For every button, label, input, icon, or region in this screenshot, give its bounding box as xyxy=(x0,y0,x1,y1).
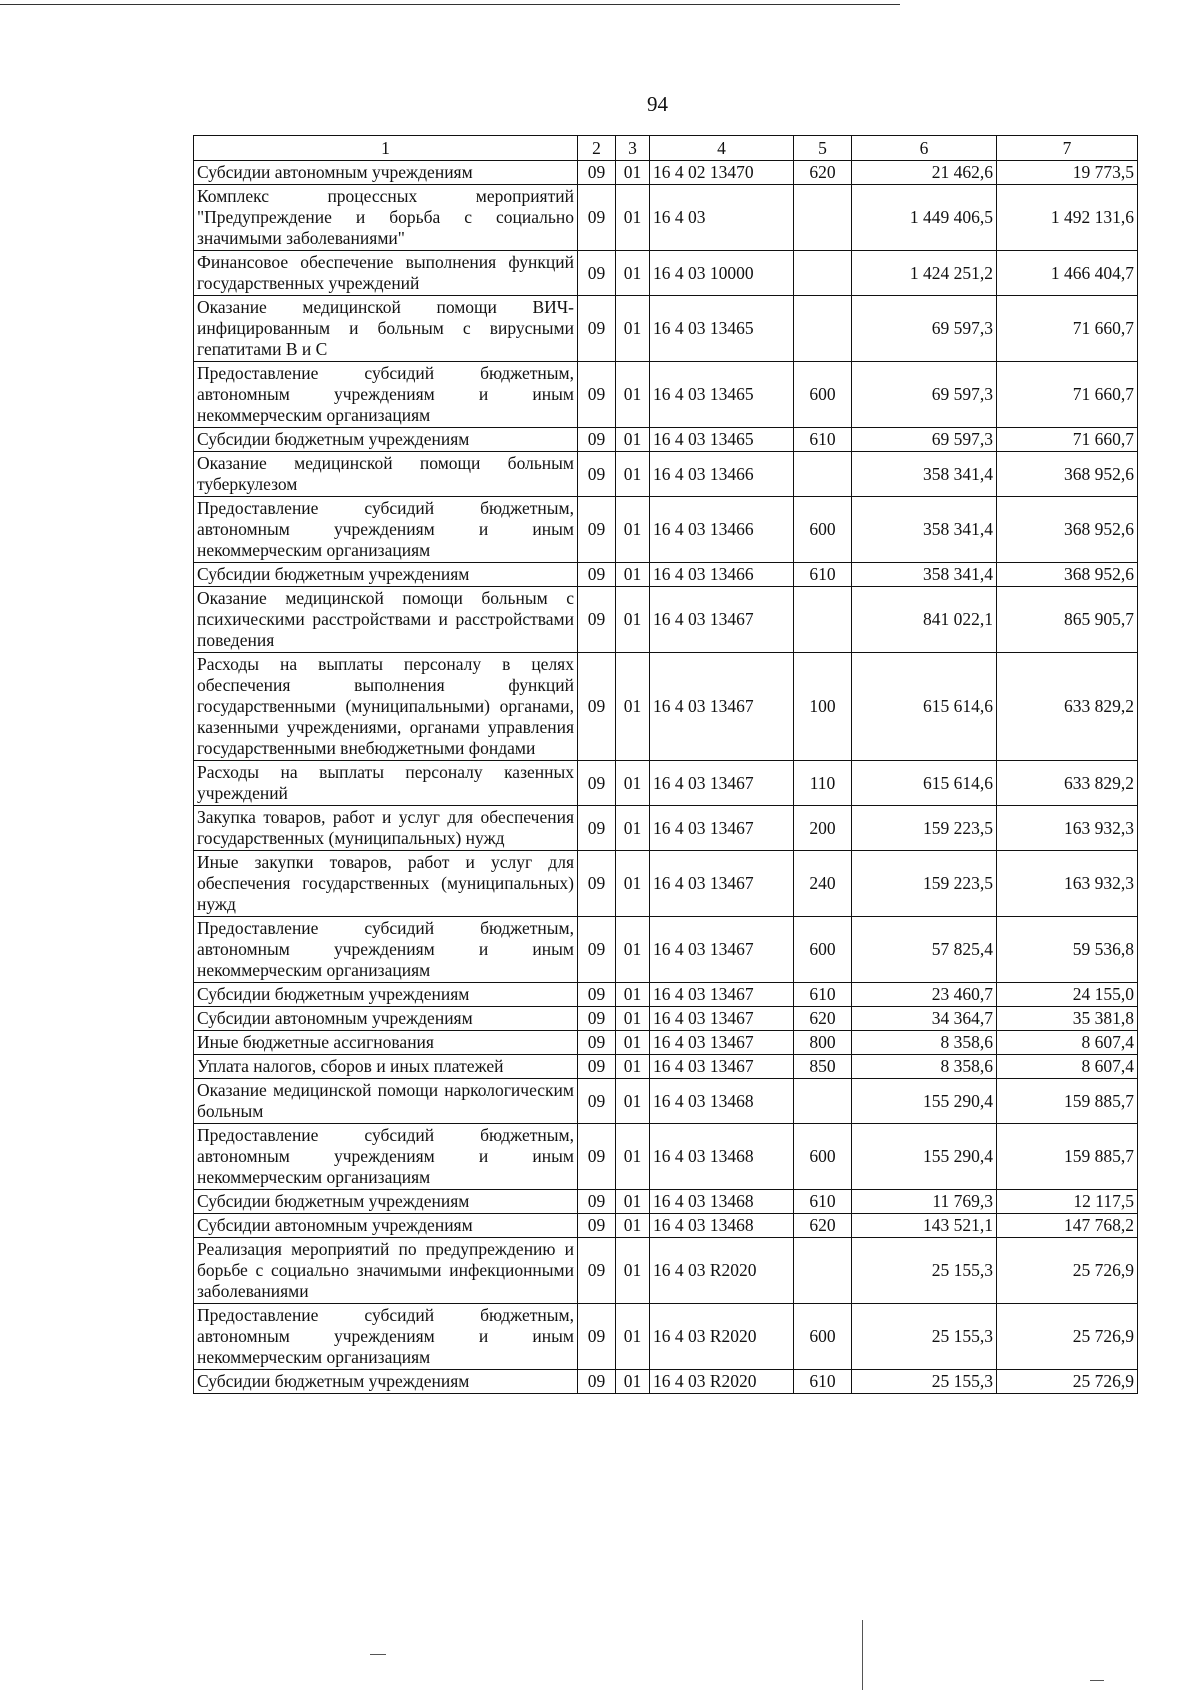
section-code: 09 xyxy=(578,161,616,185)
amount-col6: 1 424 251,2 xyxy=(852,251,997,296)
section-code: 09 xyxy=(578,296,616,362)
section-code: 09 xyxy=(578,452,616,497)
table-row xyxy=(194,1055,1138,1079)
section-code: 09 xyxy=(578,761,616,806)
target-article-code: 16 4 03 13465 xyxy=(650,296,794,362)
amount-col7: 35 381,8 xyxy=(997,1007,1138,1031)
expense-type-code xyxy=(794,296,852,362)
amount-col7: 159 885,7 xyxy=(997,1079,1138,1124)
subsection-code: 01 xyxy=(616,653,650,761)
row-name: Субсидии автономным учреждениям xyxy=(194,161,578,185)
amount-col6: 358 341,4 xyxy=(852,497,997,563)
amount-col7: 71 660,7 xyxy=(997,428,1138,452)
amount-col6: 841 022,1 xyxy=(852,587,997,653)
expense-type-code: 100 xyxy=(794,653,852,761)
target-article-code: 16 4 03 13467 xyxy=(650,587,794,653)
row-name: Иные бюджетные ассигнования xyxy=(194,1031,578,1055)
row-name: Расходы на выплаты персоналу в целях обеспечения выполнения функций государственными (муниципальными) органами, казенными учреждениями, органами управления государственными внебюджетными фондами xyxy=(194,653,578,761)
target-article-code: 16 4 03 13468 xyxy=(650,1079,794,1124)
expense-type-code xyxy=(794,251,852,296)
table-row xyxy=(194,761,1138,806)
amount-col6: 1 449 406,5 xyxy=(852,185,997,251)
target-article-code: 16 4 03 13468 xyxy=(650,1190,794,1214)
page-number: 94 xyxy=(647,92,668,116)
expense-type-code: 200 xyxy=(794,806,852,851)
amount-col6: 8 358,6 xyxy=(852,1031,997,1055)
subsection-code: 01 xyxy=(616,851,650,917)
amount-col7: 19 773,5 xyxy=(997,161,1138,185)
row-name: Предоставление субсидий бюджетным, автономным учреждениям и иным некоммерческим организациям xyxy=(194,1304,578,1370)
table-row xyxy=(194,1190,1138,1214)
section-code: 09 xyxy=(578,983,616,1007)
subsection-code: 01 xyxy=(616,1031,650,1055)
expense-type-code: 600 xyxy=(794,362,852,428)
target-article-code: 16 4 03 13468 xyxy=(650,1214,794,1238)
subsection-code: 01 xyxy=(616,1124,650,1190)
table-row xyxy=(194,983,1138,1007)
table-row xyxy=(194,362,1138,428)
table-row xyxy=(194,1214,1138,1238)
row-name: Уплата налогов, сборов и иных платежей xyxy=(194,1055,578,1079)
expense-type-code xyxy=(794,452,852,497)
amount-col6: 155 290,4 xyxy=(852,1079,997,1124)
target-article-code: 16 4 03 13468 xyxy=(650,1124,794,1190)
section-code: 09 xyxy=(578,1370,616,1394)
expense-type-code: 600 xyxy=(794,917,852,983)
row-name: Субсидии бюджетным учреждениям xyxy=(194,1370,578,1394)
section-code: 09 xyxy=(578,251,616,296)
expense-type-code: 600 xyxy=(794,497,852,563)
subsection-code: 01 xyxy=(616,497,650,563)
target-article-code: 16 4 03 13467 xyxy=(650,983,794,1007)
scan-mark xyxy=(862,1620,863,1690)
amount-col6: 615 614,6 xyxy=(852,653,997,761)
table-row xyxy=(194,1079,1138,1124)
row-name: Субсидии бюджетным учреждениям xyxy=(194,1190,578,1214)
target-article-code: 16 4 03 13467 xyxy=(650,653,794,761)
table-row xyxy=(194,653,1138,761)
section-code: 09 xyxy=(578,653,616,761)
row-name: Оказание медицинской помощи наркологическим больным xyxy=(194,1079,578,1124)
section-code: 09 xyxy=(578,1055,616,1079)
target-article-code: 16 4 03 13467 xyxy=(650,851,794,917)
subsection-code: 01 xyxy=(616,1055,650,1079)
amount-col6: 155 290,4 xyxy=(852,1124,997,1190)
table-row xyxy=(194,587,1138,653)
amount-col7: 368 952,6 xyxy=(997,497,1138,563)
amount-col6: 159 223,5 xyxy=(852,851,997,917)
section-code: 09 xyxy=(578,1304,616,1370)
section-code: 09 xyxy=(578,1214,616,1238)
row-name: Субсидии бюджетным учреждениям xyxy=(194,983,578,1007)
subsection-code: 01 xyxy=(616,452,650,497)
expense-type-code: 850 xyxy=(794,1055,852,1079)
amount-col7: 1 466 404,7 xyxy=(997,251,1138,296)
section-code: 09 xyxy=(578,1079,616,1124)
target-article-code: 16 4 03 13467 xyxy=(650,761,794,806)
amount-col7: 633 829,2 xyxy=(997,653,1138,761)
subsection-code: 01 xyxy=(616,1079,650,1124)
table-row xyxy=(194,1304,1138,1370)
section-code: 09 xyxy=(578,497,616,563)
amount-col7: 865 905,7 xyxy=(997,587,1138,653)
subsection-code: 01 xyxy=(616,1007,650,1031)
amount-col6: 69 597,3 xyxy=(852,362,997,428)
section-code: 09 xyxy=(578,428,616,452)
amount-col7: 25 726,9 xyxy=(997,1304,1138,1370)
amount-col7: 12 117,5 xyxy=(997,1190,1138,1214)
table-row xyxy=(194,497,1138,563)
table-row xyxy=(194,1007,1138,1031)
table-row xyxy=(194,1370,1138,1394)
target-article-code: 16 4 03 13467 xyxy=(650,1031,794,1055)
expense-type-code: 800 xyxy=(794,1031,852,1055)
amount-col7: 8 607,4 xyxy=(997,1031,1138,1055)
row-name: Предоставление субсидий бюджетным, автономным учреждениям и иным некоммерческим организациям xyxy=(194,917,578,983)
expense-type-code: 620 xyxy=(794,1007,852,1031)
expense-type-code xyxy=(794,1238,852,1304)
expense-type-code: 600 xyxy=(794,1124,852,1190)
target-article-code: 16 4 03 13467 xyxy=(650,806,794,851)
expense-type-code: 610 xyxy=(794,983,852,1007)
amount-col6: 23 460,7 xyxy=(852,983,997,1007)
section-code: 09 xyxy=(578,587,616,653)
column-header: 1 xyxy=(194,136,578,161)
amount-col6: 69 597,3 xyxy=(852,428,997,452)
row-name: Комплекс процессных мероприятий "Предупреждение и борьба с социально значимыми заболеваниями" xyxy=(194,185,578,251)
amount-col7: 1 492 131,6 xyxy=(997,185,1138,251)
scan-dash xyxy=(1090,1680,1104,1681)
expense-type-code: 610 xyxy=(794,428,852,452)
amount-col7: 71 660,7 xyxy=(997,362,1138,428)
row-name: Субсидии бюджетным учреждениям xyxy=(194,563,578,587)
subsection-code: 01 xyxy=(616,161,650,185)
scan-dash xyxy=(370,1654,386,1655)
column-header: 4 xyxy=(650,136,794,161)
row-name: Оказание медицинской помощи ВИЧ-инфицированным и больным с вирусными гепатитами В и С xyxy=(194,296,578,362)
table-row xyxy=(194,452,1138,497)
section-code: 09 xyxy=(578,1124,616,1190)
expense-type-code xyxy=(794,1079,852,1124)
row-name: Иные закупки товаров, работ и услуг для обеспечения государственных (муниципальных) нужд xyxy=(194,851,578,917)
section-code: 09 xyxy=(578,1238,616,1304)
table-row xyxy=(194,161,1138,185)
subsection-code: 01 xyxy=(616,1238,650,1304)
row-name: Предоставление субсидий бюджетным, автономным учреждениям и иным некоммерческим организациям xyxy=(194,1124,578,1190)
row-name: Оказание медицинской помощи больным с психическими расстройствами и расстройствами поведения xyxy=(194,587,578,653)
column-header: 2 xyxy=(578,136,616,161)
expense-type-code: 610 xyxy=(794,563,852,587)
subsection-code: 01 xyxy=(616,806,650,851)
column-header: 6 xyxy=(852,136,997,161)
subsection-code: 01 xyxy=(616,587,650,653)
subsection-code: 01 xyxy=(616,563,650,587)
target-article-code: 16 4 03 13465 xyxy=(650,362,794,428)
expense-type-code: 600 xyxy=(794,1304,852,1370)
table-row xyxy=(194,428,1138,452)
row-name: Финансовое обеспечение выполнения функций государственных учреждений xyxy=(194,251,578,296)
row-name: Оказание медицинской помощи больным туберкулезом xyxy=(194,452,578,497)
expense-type-code: 240 xyxy=(794,851,852,917)
subsection-code: 01 xyxy=(616,917,650,983)
amount-col7: 368 952,6 xyxy=(997,563,1138,587)
amount-col6: 69 597,3 xyxy=(852,296,997,362)
section-code: 09 xyxy=(578,362,616,428)
amount-col7: 163 932,3 xyxy=(997,851,1138,917)
subsection-code: 01 xyxy=(616,1214,650,1238)
amount-col6: 358 341,4 xyxy=(852,452,997,497)
subsection-code: 01 xyxy=(616,296,650,362)
expense-type-code: 620 xyxy=(794,1214,852,1238)
expense-type-code: 610 xyxy=(794,1370,852,1394)
table-row xyxy=(194,185,1138,251)
target-article-code: 16 4 03 13465 xyxy=(650,428,794,452)
row-name: Субсидии автономным учреждениям xyxy=(194,1214,578,1238)
amount-col7: 159 885,7 xyxy=(997,1124,1138,1190)
row-name: Предоставление субсидий бюджетным, автономным учреждениям и иным некоммерческим организациям xyxy=(194,362,578,428)
amount-col7: 633 829,2 xyxy=(997,761,1138,806)
amount-col7: 147 768,2 xyxy=(997,1214,1138,1238)
amount-col6: 159 223,5 xyxy=(852,806,997,851)
table-row xyxy=(194,851,1138,917)
amount-col7: 163 932,3 xyxy=(997,806,1138,851)
target-article-code: 16 4 03 13466 xyxy=(650,497,794,563)
section-code: 09 xyxy=(578,1190,616,1214)
amount-col6: 11 769,3 xyxy=(852,1190,997,1214)
amount-col6: 8 358,6 xyxy=(852,1055,997,1079)
amount-col6: 25 155,3 xyxy=(852,1304,997,1370)
subsection-code: 01 xyxy=(616,983,650,1007)
row-name: Субсидии бюджетным учреждениям xyxy=(194,428,578,452)
subsection-code: 01 xyxy=(616,362,650,428)
amount-col7: 368 952,6 xyxy=(997,452,1138,497)
expense-type-code: 110 xyxy=(794,761,852,806)
top-rule xyxy=(0,4,900,5)
subsection-code: 01 xyxy=(616,251,650,296)
row-name: Реализация мероприятий по предупреждению и борьбе с социально значимыми инфекционными заболеваниями xyxy=(194,1238,578,1304)
amount-col7: 59 536,8 xyxy=(997,917,1138,983)
amount-col6: 57 825,4 xyxy=(852,917,997,983)
amount-col7: 71 660,7 xyxy=(997,296,1138,362)
section-code: 09 xyxy=(578,1031,616,1055)
amount-col7: 25 726,9 xyxy=(997,1238,1138,1304)
target-article-code: 16 4 03 xyxy=(650,185,794,251)
table-row xyxy=(194,917,1138,983)
subsection-code: 01 xyxy=(616,428,650,452)
table-row xyxy=(194,1031,1138,1055)
header-row xyxy=(194,136,1138,161)
amount-col6: 25 155,3 xyxy=(852,1238,997,1304)
table-row xyxy=(194,1124,1138,1190)
budget-table xyxy=(193,135,1138,1394)
section-code: 09 xyxy=(578,1007,616,1031)
row-name: Субсидии автономным учреждениям xyxy=(194,1007,578,1031)
section-code: 09 xyxy=(578,917,616,983)
subsection-code: 01 xyxy=(616,761,650,806)
section-code: 09 xyxy=(578,185,616,251)
target-article-code: 16 4 03 10000 xyxy=(650,251,794,296)
amount-col6: 21 462,6 xyxy=(852,161,997,185)
target-article-code: 16 4 03 R2020 xyxy=(650,1238,794,1304)
expense-type-code xyxy=(794,587,852,653)
subsection-code: 01 xyxy=(616,1190,650,1214)
target-article-code: 16 4 03 13467 xyxy=(650,1007,794,1031)
expense-type-code: 620 xyxy=(794,161,852,185)
target-article-code: 16 4 03 13466 xyxy=(650,563,794,587)
row-name: Предоставление субсидий бюджетным, автономным учреждениям и иным некоммерческим организациям xyxy=(194,497,578,563)
subsection-code: 01 xyxy=(616,1304,650,1370)
target-article-code: 16 4 03 13467 xyxy=(650,917,794,983)
target-article-code: 16 4 03 13466 xyxy=(650,452,794,497)
section-code: 09 xyxy=(578,851,616,917)
expense-type-code xyxy=(794,185,852,251)
expense-type-code: 610 xyxy=(794,1190,852,1214)
table-row xyxy=(194,296,1138,362)
table-row xyxy=(194,563,1138,587)
subsection-code: 01 xyxy=(616,185,650,251)
amount-col7: 25 726,9 xyxy=(997,1370,1138,1394)
table-row xyxy=(194,806,1138,851)
row-name: Закупка товаров, работ и услуг для обеспечения государственных (муниципальных) нужд xyxy=(194,806,578,851)
target-article-code: 16 4 03 R2020 xyxy=(650,1304,794,1370)
amount-col6: 615 614,6 xyxy=(852,761,997,806)
table-row xyxy=(194,251,1138,296)
table-row xyxy=(194,1238,1138,1304)
target-article-code: 16 4 02 13470 xyxy=(650,161,794,185)
amount-col6: 34 364,7 xyxy=(852,1007,997,1031)
section-code: 09 xyxy=(578,563,616,587)
amount-col6: 143 521,1 xyxy=(852,1214,997,1238)
amount-col6: 358 341,4 xyxy=(852,563,997,587)
amount-col7: 8 607,4 xyxy=(997,1055,1138,1079)
subsection-code: 01 xyxy=(616,1370,650,1394)
amount-col6: 25 155,3 xyxy=(852,1370,997,1394)
column-header: 5 xyxy=(794,136,852,161)
amount-col7: 24 155,0 xyxy=(997,983,1138,1007)
target-article-code: 16 4 03 R2020 xyxy=(650,1370,794,1394)
target-article-code: 16 4 03 13467 xyxy=(650,1055,794,1079)
column-header: 3 xyxy=(616,136,650,161)
section-code: 09 xyxy=(578,806,616,851)
column-header: 7 xyxy=(997,136,1138,161)
row-name: Расходы на выплаты персоналу казенных учреждений xyxy=(194,761,578,806)
